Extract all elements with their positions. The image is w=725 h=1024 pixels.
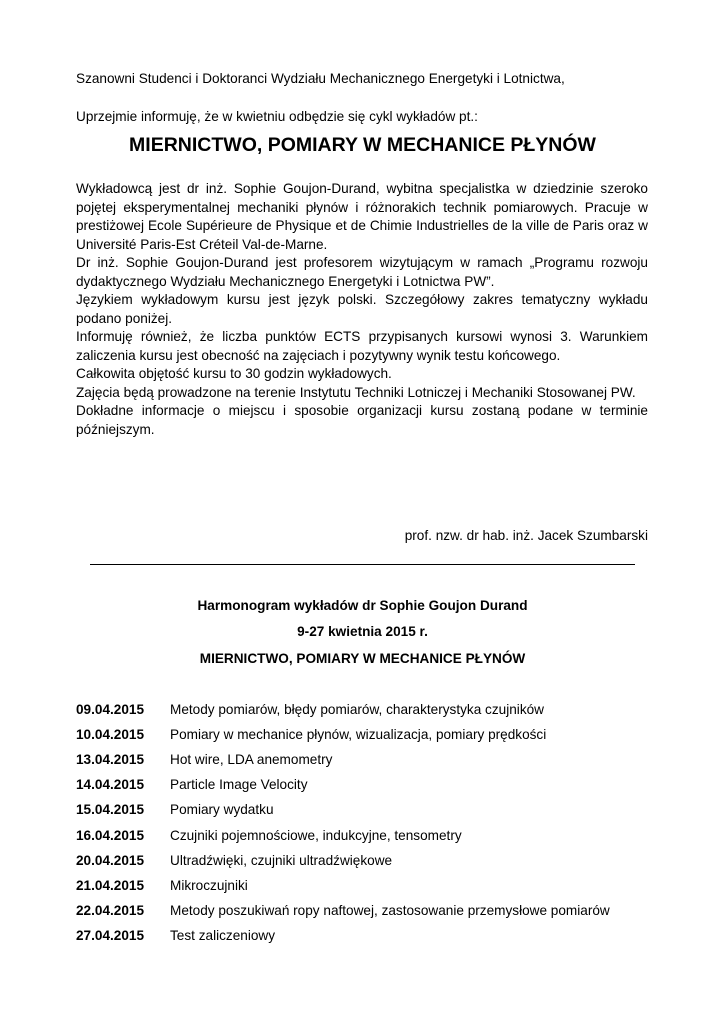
body-text xyxy=(76,180,648,439)
paragraph: Informuję również, że liczba punktów ECTS przypisanych kursowi wynosi 3. Warunkiem zaliczenia kursu jest obecność na zajęciach i pozytywny wynik testu końcowego. xyxy=(76,329,648,363)
schedule-topic: Metody pomiarów, błędy pomiarów, charakterystyka czujników xyxy=(170,702,544,718)
schedule-row xyxy=(76,848,676,873)
schedule-date: 15.04.2015 xyxy=(76,802,145,818)
schedule-row xyxy=(76,772,676,797)
schedule-date: 21.04.2015 xyxy=(76,877,145,893)
schedule-heading: Harmonogram wykładów dr Sophie Goujon Durand xyxy=(197,598,528,613)
paragraph: Dr inż. Sophie Goujon-Durand jest profesorem wizytującym w ramach „Programu rozwoju dydaktycznego Wydziału Mechanicznego Energetyki i Lotnictwa PW”. xyxy=(76,255,648,289)
schedule-date: 09.04.2015 xyxy=(76,702,145,718)
schedule-row xyxy=(76,722,676,747)
schedule-dates: 9-27 kwietnia 2015 r. xyxy=(297,624,428,639)
schedule-row xyxy=(76,797,676,822)
schedule-list xyxy=(76,697,676,948)
course-title: MIERNICTWO, POMIARY W MECHANICE PŁYNÓW xyxy=(129,134,596,156)
schedule-topic: Ultradźwięki, czujniki ultradźwiękowe xyxy=(170,852,393,868)
schedule-topic: Pomiary wydatku xyxy=(170,802,274,818)
schedule-date: 20.04.2015 xyxy=(76,852,145,868)
schedule-date: 16.04.2015 xyxy=(76,827,145,843)
schedule-row xyxy=(76,873,676,898)
schedule-date: 10.04.2015 xyxy=(76,727,145,743)
paragraph: Dokładne informacje o miejscu i sposobie organizacji kursu zostaną podane w terminie późniejszym. xyxy=(76,403,648,437)
schedule-date: 13.04.2015 xyxy=(76,752,145,768)
intro-line: Uprzejmie informuję, że w kwietniu odbędzie się cykl wykładów pt.: xyxy=(76,109,478,124)
signature: prof. nzw. dr hab. inż. Jacek Szumbarski xyxy=(404,528,648,543)
schedule-topic: Hot wire, LDA anemometry xyxy=(170,752,333,768)
schedule-title: MIERNICTWO, POMIARY W MECHANICE PŁYNÓW xyxy=(199,651,526,666)
schedule-topic: Pomiary w mechanice płynów, wizualizacja, pomiary prędkości xyxy=(170,727,547,743)
paragraph: Językiem wykładowym kursu jest język polski. Szczegółowy zakres tematyczny wykładu podano poniżej. xyxy=(76,292,648,326)
schedule-topic: Metody poszukiwań ropy naftowej, zastosowanie przemysłowe pomiarów xyxy=(170,902,610,918)
schedule-row xyxy=(76,898,676,923)
schedule-date: 22.04.2015 xyxy=(76,902,145,918)
schedule-row xyxy=(76,822,676,847)
greeting: Szanowni Studenci i Doktoranci Wydziału Mechanicznego Energetyki i Lotnictwa, xyxy=(76,71,565,86)
paragraph: Wykładowcą jest dr inż. Sophie Goujon-Durand, wybitna specjalistka w dziedzinie szeroko pojętej eksperymentalnej mechaniki płynów i różnorakich technik pomiarowych. Pracuje w prestiżowej Ecole Supérieure de Physique et de Chimie Industrielles de la ville de Paris oraz w Université Paris-Est Créteil Val-de-Marne. xyxy=(76,181,648,252)
schedule-topic: Test zaliczeniowy xyxy=(170,927,276,943)
schedule-date: 27.04.2015 xyxy=(76,927,145,943)
paragraph: Zajęcia będą prowadzone na terenie Instytutu Techniki Lotniczej i Mechaniki Stosowanej PW. xyxy=(76,384,636,400)
paragraph: Całkowita objętość kursu to 30 godzin wykładowych. xyxy=(76,366,392,381)
schedule-row xyxy=(76,747,676,772)
divider xyxy=(90,564,635,565)
schedule-date: 14.04.2015 xyxy=(76,777,145,793)
schedule-topic: Particle Image Velocity xyxy=(170,777,308,793)
schedule-row xyxy=(76,697,676,722)
schedule-topic: Mikroczujniki xyxy=(170,877,248,893)
schedule-row xyxy=(76,923,676,948)
schedule-topic: Czujniki pojemnościowe, indukcyjne, tensometry xyxy=(170,827,462,843)
